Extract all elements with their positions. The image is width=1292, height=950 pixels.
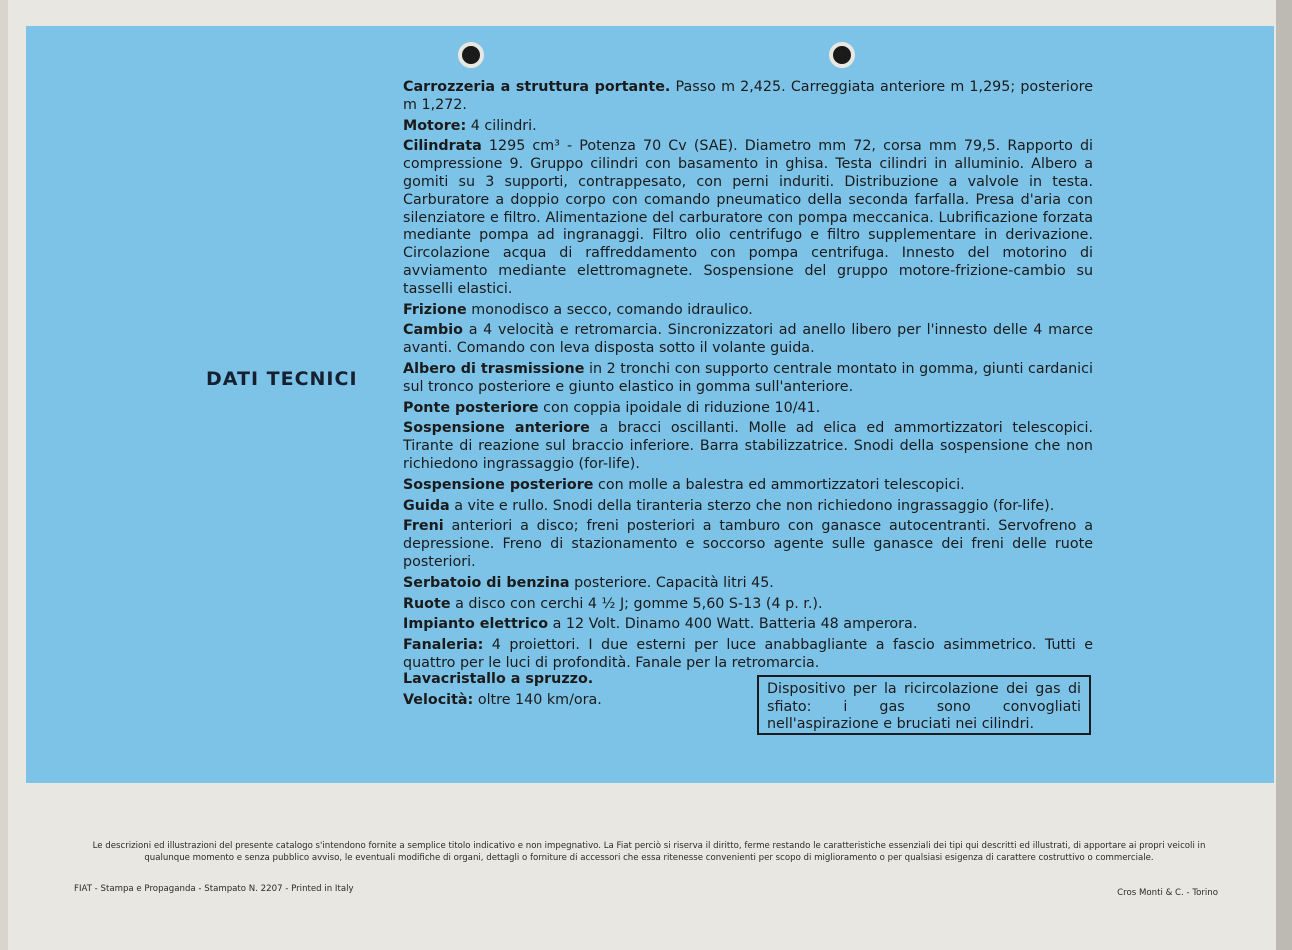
spec-text: 4 proiettori. I due esterni per luce anabbagliante a fascio asimmetrico. Tutti e quattro per le luci di profondità. Fanale per la retromarcia. [403, 637, 1093, 671]
spec-item [403, 400, 1093, 418]
spec-item [403, 322, 1093, 358]
page-edge-right [1276, 0, 1292, 950]
spec-term: Ruote [403, 595, 451, 612]
spec-text: posteriore. Capacità litri 45. [569, 574, 774, 591]
spec-item [403, 138, 1093, 298]
spec-text: a bracci oscillanti. Molle ad elica ed ammortizzatori telescopici. Tirante di reazione sul braccio inferiore. Barra stabilizzatrice. Snodi della sospensione che non richiedono ingrassaggio (for-life). [403, 420, 1093, 472]
spec-item [403, 118, 1093, 136]
spec-item [403, 302, 1093, 320]
binding-hole-icon [829, 42, 855, 68]
spec-item [403, 671, 602, 689]
spec-text: anteriori a disco; freni posteriori a tamburo con ganasce autocentranti. Servofreno a depressione. Freno di stazionamento e soccorso agente sulle ganasce dei freni delle ruote posteriori. [403, 518, 1093, 570]
spec-text: con coppia ipoidale di riduzione 10/41. [538, 399, 821, 416]
notice-box: Dispositivo per la ricircolazione dei gas di sfiato: i gas sono convogliati nell'aspirazione e bruciati nei cilindri. [757, 675, 1091, 735]
spec-text: 1295 cm³ - Potenza 70 Cv (SAE). Diametro mm 72, corsa mm 79,5. Rapporto di compressione 9. Gruppo cilindri con basamento in ghisa. Testa cilindri in alluminio. Albero a gomiti su 3 supporti, contrappesato, con perni induriti. Distribuzione a valvole in testa. Carburatore a doppio corpo con comando pneumatico della seconda farfalla. Presa d'aria con silenziatore e filtro. Alimentazione del carburatore con pompa meccanica. Lubrificazione forzata mediante pompa ad ingranaggi. Filtro olio centrifugo e filtro supplementare in derivazione. Circolazione acqua di raffreddamento con pompa centrifuga. Innesto del motorino di avviamento mediante elettromagnete. Sospensione del gruppo motore-frizione-cambio su tasselli elastici. [403, 138, 1093, 297]
spec-text: a 4 velocità e retromarcia. Sincronizzatori ad anello libero per l'innesto delle 4 marce avanti. Comando con leva disposta sotto il volante guida. [403, 322, 1093, 357]
spec-term: Fanaleria: [403, 637, 484, 654]
spec-item [403, 477, 1093, 495]
spec-item [403, 518, 1093, 571]
spec-term: Sospensione anteriore [403, 420, 590, 437]
specs-list [403, 79, 1093, 676]
footer-right: Cros Monti & C. - Torino [1117, 888, 1218, 898]
spec-item [403, 420, 1093, 473]
spec-term: Frizione [403, 301, 467, 318]
spec-text: Passo m 2,425. Carreggiata anteriore m 1,295; posteriore m 1,272. [403, 79, 1093, 113]
spec-term: Motore: [403, 117, 467, 134]
spec-text: a vite e rullo. Snodi della tiranteria sterzo che non richiedono ingrassaggio (for-life). [449, 497, 1055, 514]
spec-item [403, 616, 1093, 634]
spec-item [403, 79, 1093, 115]
page-edge-left [0, 0, 8, 950]
spec-item [403, 498, 1093, 516]
spec-text: a disco con cerchi 4 ½ J; gomme 5,60 S-13 (4 p. r.). [450, 595, 823, 612]
spec-item [403, 596, 1093, 614]
spec-term: Cambio [403, 322, 463, 339]
spec-term: Impianto elettrico [403, 616, 549, 633]
spec-text: oltre 140 km/ora. [473, 691, 602, 708]
binding-hole-icon [458, 42, 484, 68]
spec-term: Sospensione posteriore [403, 476, 594, 493]
specs-list-bottom [403, 671, 602, 713]
spec-text: monodisco a secco, comando idraulico. [466, 301, 753, 318]
disclaimer: Le descrizioni ed illustrazioni del presente catalogo s'intendono fornite a semplice titolo indicativo e non impegnativo. La Fiat perciò si riserva il diritto, ferme restando le caratteristiche essenziali dei tipi qui descritti ed illustrati, di apportare ai propri veicoli in qualunque momento e senza pubblico avviso, le eventuali modifiche di organi, dettagli o forniture di accessori che essa ritenesse convenienti per scopo di miglioramento o per qualsiasi esigenza di carattere costruttivo o commerciale. [92, 841, 1206, 863]
spec-term: Cilindrata [403, 138, 482, 155]
spec-text: in 2 tronchi con supporto centrale montato in gomma, giunti cardanici sul tronco posteriore e giunto elastico in gomma sull'anteriore. [403, 360, 1093, 395]
spec-term: Ponte posteriore [403, 399, 539, 416]
spec-term: Guida [403, 497, 450, 514]
footer-left: FIAT - Stampa e Propaganda - Stampato N. 2207 - Printed in Italy [74, 884, 354, 894]
spec-term: Serbatoio di benzina [403, 574, 570, 591]
spec-text: a 12 Volt. Dinamo 400 Watt. Batteria 48 amperora. [548, 616, 918, 633]
spec-term: Freni [403, 518, 444, 535]
spec-text: 4 cilindri. [466, 117, 537, 134]
section-title: DATI TECNICI [206, 368, 358, 390]
spec-item [403, 637, 1093, 673]
spec-text: con molle a balestra ed ammortizzatori telescopici. [593, 476, 965, 493]
spec-term: Carrozzeria a struttura portante. [403, 79, 671, 95]
spec-term: Lavacristallo a spruzzo. [403, 671, 594, 687]
spec-term: Albero di trasmissione [403, 360, 585, 377]
spec-item [403, 361, 1093, 397]
spec-item [403, 575, 1093, 593]
spec-item [403, 692, 602, 710]
spec-term: Velocità: [403, 691, 474, 708]
